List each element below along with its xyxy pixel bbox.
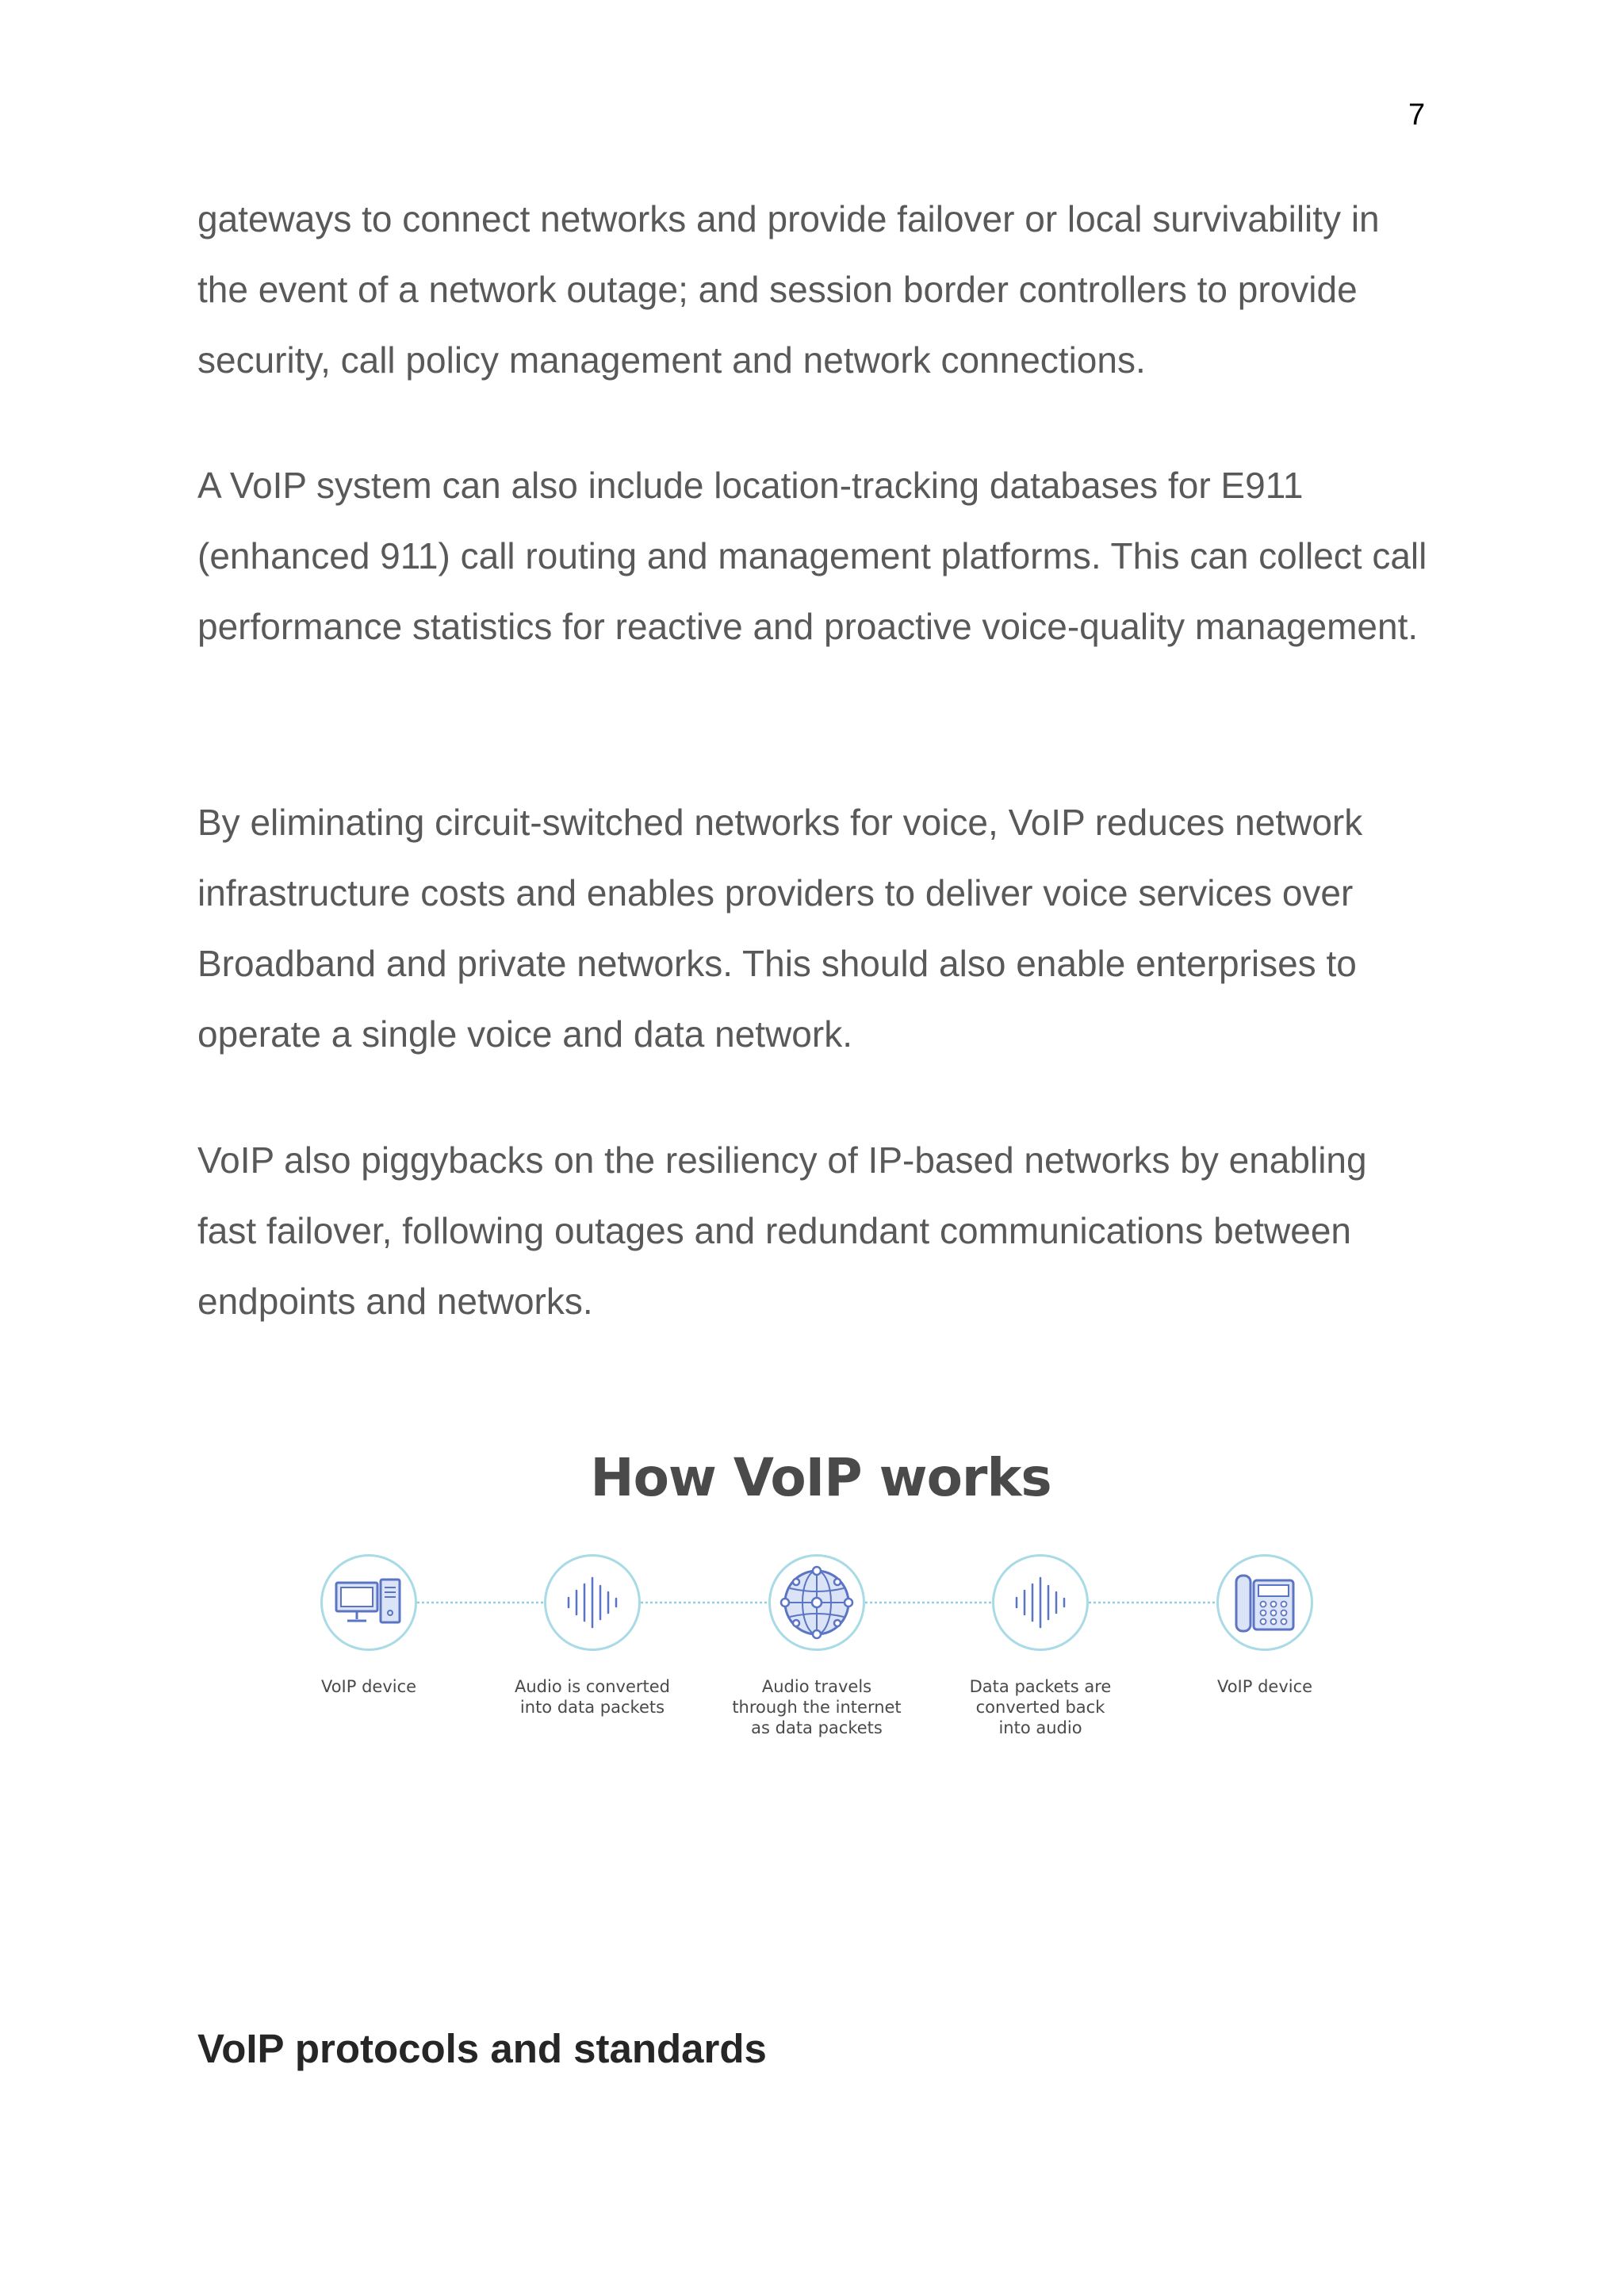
page-number: 7 — [1408, 98, 1426, 132]
diagram-step — [1162, 1554, 1368, 1697]
step-circle — [1216, 1554, 1313, 1651]
step-circle — [768, 1554, 865, 1651]
body-paragraph: gateways to connect networks and provide failover or local survivability in the event of a network outage; and session border controllers to provide security, call policy management and network connections. — [197, 198, 1380, 381]
diagram-step — [714, 1554, 920, 1738]
step-circle — [544, 1554, 641, 1651]
body-paragraph: By eliminating circuit-switched networks for voice, VoIP reduces network infrastructure costs and enables providers to deliver voice services over Broadband and private networks. This should also enable enterprises to operate a single voice and data network. — [197, 802, 1363, 1055]
how-voip-works-diagram — [301, 1435, 1340, 1776]
diagram-step — [266, 1554, 472, 1697]
globe-network-icon — [779, 1564, 855, 1641]
step-caption: VoIP device — [1216, 1677, 1313, 1696]
section-heading: VoIP protocols and standards — [197, 2026, 767, 2071]
step-circle — [992, 1554, 1089, 1651]
step-caption: Audio travels through the internet as data packets — [732, 1677, 902, 1737]
sound-wave-icon — [561, 1575, 624, 1630]
step-circle — [320, 1554, 417, 1651]
desk-phone-icon — [1231, 1569, 1298, 1636]
step-caption: Audio is converted into data packets — [515, 1677, 670, 1717]
diagram-step — [937, 1554, 1143, 1738]
sound-wave-icon — [1009, 1575, 1072, 1630]
diagram-title: How VoIP works — [590, 1447, 1051, 1508]
computer-icon — [333, 1575, 404, 1630]
step-caption: VoIP device — [320, 1677, 417, 1696]
body-paragraph: VoIP also piggybacks on the resiliency of IP-based networks by enabling fast failover, following outages and redundant communications between endpoints and networks. — [197, 1139, 1367, 1322]
diagram-step — [489, 1554, 695, 1718]
body-paragraph: A VoIP system can also include location-tracking databases for E911 (enhanced 911) call routing and management platforms. This can collect call performance statistics for reactive and proactive voice-quality management. — [197, 465, 1427, 647]
step-caption: Data packets are converted back into audio — [969, 1677, 1112, 1737]
